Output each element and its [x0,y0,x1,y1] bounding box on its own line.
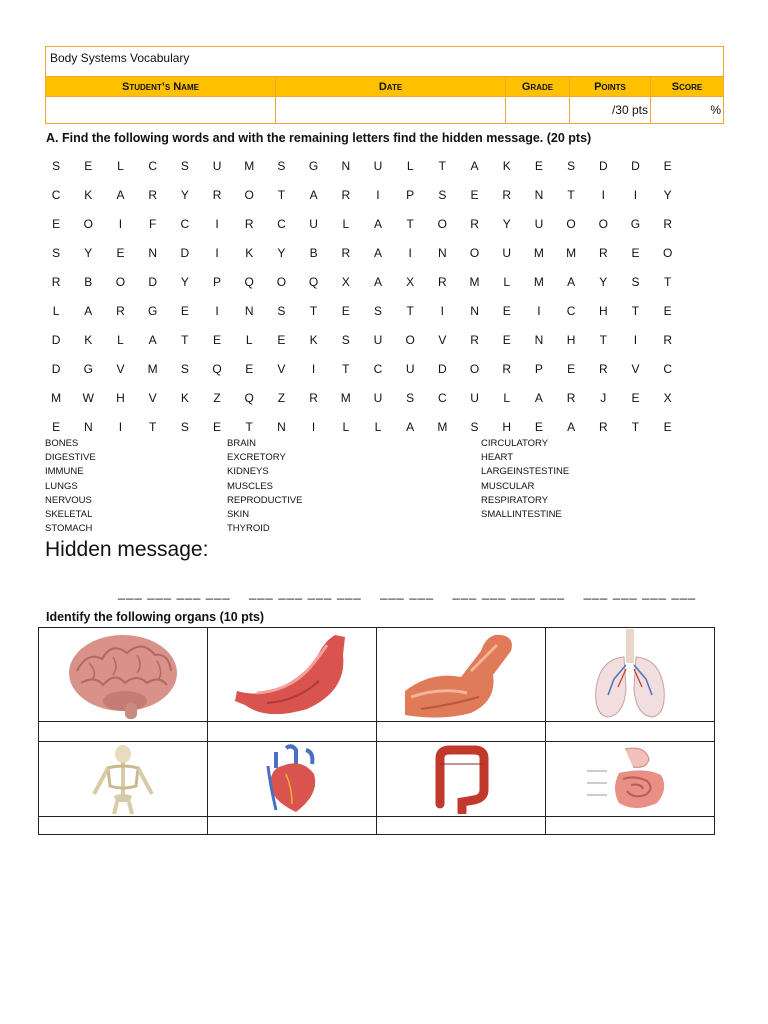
word-bank-item: MUSCLES [227,480,273,492]
muscle-icon [401,631,521,719]
student-name-field[interactable] [46,97,276,123]
grid-row [40,325,684,354]
grid-letter[interactable]: Q [244,390,254,405]
grid-letter[interactable]: K [502,158,511,173]
grid-letter[interactable]: A [406,419,415,434]
word-bank-item: CIRCULATORY [481,438,549,449]
answer-cell-3[interactable] [377,722,546,741]
grid-letter[interactable]: U [373,332,383,347]
grid-letter[interactable]: T [406,303,414,318]
grid-letter[interactable]: T [631,303,640,318]
grid-letter[interactable]: E [277,332,286,347]
grid-letter[interactable]: A [84,303,93,318]
grid-letter[interactable]: S [180,361,189,376]
grid-row [40,296,684,325]
grid-letter[interactable]: E [180,303,189,318]
grid-letter[interactable]: D [598,158,608,173]
grid-letter[interactable]: R [502,187,512,202]
organ-cell-muscle [377,628,546,721]
points-label: Points [570,77,651,96]
grid-letter[interactable]: D [148,274,157,289]
grid-letter[interactable]: C [148,158,157,173]
grid-letter[interactable]: U [470,390,479,405]
grid-letter[interactable]: T [148,419,157,434]
grid-letter[interactable]: L [117,158,124,173]
grid-row [40,238,684,267]
word-bank-item: THYROID [227,523,270,535]
points-field[interactable]: /30 pts [570,97,651,123]
grid-letter[interactable]: L [342,216,350,231]
grid-letter[interactable]: Q [308,274,319,289]
grid-letter[interactable]: O [469,361,480,376]
organ-cell-stomach [208,628,377,721]
grid-letter[interactable]: P [406,187,415,202]
grid-letter[interactable]: U [534,216,544,231]
grid-letter[interactable]: E [663,158,672,173]
answer-cell-8[interactable] [546,817,714,834]
grid-letter[interactable]: T [599,332,607,347]
grid-letter[interactable]: I [537,303,541,318]
grid-row [40,412,684,441]
grid-letter[interactable]: T [438,158,447,173]
grid-row [40,267,684,296]
grid-letter[interactable]: L [117,332,124,347]
grid-letter[interactable]: O [115,274,126,289]
word-bank-item: SKIN [227,509,250,521]
word-bank-item: EXCRETORY [227,452,286,464]
organ-cell-small-intestine [546,742,714,816]
grid-letter[interactable]: G [308,158,319,173]
grid-letter[interactable]: U [373,390,383,405]
grid-letter[interactable]: E [663,419,672,434]
grid-letter[interactable]: J [600,390,607,405]
grid-letter[interactable]: M [244,158,255,173]
grid-letter[interactable]: N [277,419,286,434]
grid-letter[interactable]: E [84,158,93,173]
grid-letter[interactable]: A [373,245,382,260]
grid-letter[interactable]: U [405,361,415,376]
grid-letter[interactable]: O [244,187,254,202]
grid-letter[interactable]: Q [244,274,254,289]
grid-letter[interactable]: O [83,216,93,231]
answer-cell-5[interactable] [39,817,208,834]
word-bank-item: STOMACH [45,523,93,535]
grid-letter[interactable]: R [663,216,672,231]
grid-letter[interactable]: O [405,332,415,347]
date-label: Date [276,77,506,96]
grid-letter[interactable]: N [341,158,351,173]
grid-letter[interactable]: R [566,390,576,405]
grid-letter[interactable]: O [437,216,448,231]
grid-letter[interactable]: R [309,390,318,405]
grid-letter[interactable]: A [148,332,157,347]
score-label: Score [671,80,703,93]
word-bank-item: SMALLINTESTINE [481,509,562,521]
grid-letter[interactable]: F [148,216,157,231]
lungs-icon [590,629,670,721]
grid-letter[interactable]: M [147,361,158,376]
grid-letter[interactable]: E [631,390,640,405]
grid-letter[interactable]: H [116,390,125,405]
grid-letter[interactable]: A [534,390,543,405]
grid-letter[interactable]: S [52,158,61,173]
grid-letter[interactable]: E [116,245,125,260]
grid-letter[interactable]: T [277,187,286,202]
grid-letter[interactable]: Z [213,390,221,405]
grid-letter[interactable]: R [148,187,157,202]
large-intestine-icon [426,744,496,814]
grid-letter[interactable]: P [534,361,543,376]
word-search-instruction: A. Find the following words and with the remaining letters find the hidden message. (20 pts) [46,131,592,145]
grid-letter[interactable]: I [633,187,638,202]
grid-letter[interactable]: O [662,245,673,260]
grid-letter[interactable]: R [470,216,479,231]
word-bank-item: LUNGS [45,480,78,492]
word-search-grid [40,151,684,441]
grid-letter[interactable]: M [340,390,351,405]
grid-letter[interactable]: A [373,216,382,231]
grid-letter[interactable]: O [276,274,287,289]
grid-letter[interactable]: B [309,245,318,260]
grid-letter[interactable]: E [567,361,576,376]
grid-letter[interactable]: K [84,187,93,202]
grid-letter[interactable]: X [406,274,415,289]
grid-letter[interactable]: M [437,419,448,434]
grid-letter[interactable]: D [51,361,61,376]
word-bank-item: REPRODUCTIVE [227,494,303,506]
grid-letter[interactable]: L [52,303,60,318]
grid-letter[interactable]: N [83,419,93,434]
grid-letter[interactable]: R [51,274,61,289]
grid-letter[interactable]: K [245,245,254,260]
grid-letter[interactable]: M [566,245,577,260]
grid-letter[interactable]: P [213,274,222,289]
grid-letter[interactable]: E [213,332,222,347]
grid-letter[interactable]: Y [599,274,608,289]
grid-letter[interactable]: D [51,332,61,347]
grid-letter[interactable]: T [309,303,318,318]
grid-letter[interactable]: V [116,361,125,376]
grid-letter[interactable]: M [533,245,544,260]
grid-letter[interactable]: I [215,303,219,318]
grid-letter[interactable]: I [633,332,638,347]
grid-row [40,383,684,412]
word-bank-column-2 [227,437,302,536]
grid-letter[interactable]: X [663,390,672,405]
word-bank-item: DIGESTIVE [45,452,96,464]
grid-row [40,151,684,180]
grid-letter[interactable]: R [116,303,125,318]
grid-letter[interactable]: H [598,303,608,318]
grid-letter[interactable]: T [181,332,189,347]
grid-letter[interactable]: C [438,390,447,405]
grid-letter[interactable]: N [534,332,544,347]
grid-letter[interactable]: S [277,303,286,318]
organ-cell-lungs [546,628,714,721]
organ-cell-skeleton [39,742,208,816]
grid-row [40,180,684,209]
grid-letter[interactable]: H [566,332,576,347]
grid-letter[interactable]: N [534,187,544,202]
grid-letter[interactable]: E [470,187,479,202]
grid-letter[interactable]: C [51,187,61,202]
grid-letter[interactable]: T [631,419,640,434]
grid-letter[interactable]: V [631,361,640,376]
grid-letter[interactable]: Y [663,187,672,202]
grid-letter[interactable]: N [470,303,479,318]
grid-letter[interactable]: A [309,187,318,202]
grid-letter[interactable]: T [342,361,350,376]
grid-letter[interactable]: S [52,245,61,260]
grid-letter[interactable]: V [277,361,286,376]
answer-cell-4[interactable] [546,722,714,741]
grid-letter[interactable]: E [52,419,61,434]
grid-letter[interactable]: T [663,274,672,289]
header-labels-row [46,77,723,97]
grid-letter[interactable]: A [116,187,125,202]
grid-letter[interactable]: I [311,361,316,376]
grid-letter[interactable]: O [598,216,608,231]
grid-letter[interactable]: C [566,303,576,318]
grid-letter[interactable]: L [342,419,350,434]
grid-letter[interactable]: O [469,245,480,260]
grid-letter[interactable]: K [84,332,93,347]
grid-letter[interactable]: C [277,216,286,231]
grid-letter[interactable]: B [84,274,93,289]
grid-letter[interactable]: Q [212,361,222,376]
grid-letter[interactable]: U [309,216,318,231]
skeleton-icon [88,744,158,814]
grid-letter[interactable]: I [601,187,605,202]
grade-field[interactable] [506,97,570,123]
grid-letter[interactable]: H [502,419,512,434]
grid-letter[interactable]: D [180,245,190,260]
grid-letter[interactable]: C [663,361,672,376]
word-bank-item: BONES [45,438,79,449]
answer-cell-1[interactable] [39,722,208,741]
grid-letter[interactable]: S [567,158,576,173]
grid-letter[interactable]: K [309,332,318,347]
grid-letter[interactable]: L [406,158,414,173]
grid-letter[interactable]: A [567,419,576,434]
grid-letter[interactable]: N [244,303,254,318]
grid-letter[interactable]: M [469,274,480,289]
worksheet-title: Body Systems Vocabulary [46,47,723,77]
grid-letter[interactable]: R [663,332,672,347]
grid-letter[interactable]: V [148,390,157,405]
word-bank-item: RESPIRATORY [481,494,549,506]
word-bank-item: MUSCULAR [481,480,535,492]
grid-letter[interactable]: S [180,158,189,173]
grid-letter[interactable]: I [215,216,219,231]
grid-letter[interactable]: I [118,216,123,231]
grid-letter[interactable]: G [630,216,641,231]
grid-letter[interactable]: R [341,245,351,260]
grid-letter[interactable]: U [502,245,512,260]
stomach-icon [227,631,357,719]
grid-letter[interactable]: A [470,158,479,173]
word-bank-item: NERVOUS [45,494,92,506]
grid-letter[interactable]: Y [277,245,286,260]
word-bank-item: IMMUNE [45,466,84,478]
grid-letter[interactable]: R [598,245,608,260]
grid-letter[interactable]: E [213,419,222,434]
grid-letter[interactable]: O [566,216,576,231]
organ-table [38,627,715,835]
grid-letter[interactable]: M [51,390,62,405]
grid-letter[interactable]: L [245,332,253,347]
grid-letter[interactable]: S [341,332,350,347]
grid-letter[interactable]: R [212,187,222,202]
hidden-message-blanks[interactable]: ___ ___ ___ ___ ___ ___ ___ ___ ___ ___ ___ ___ ___ ___ ___ ___ ___ ___ [118,585,697,600]
grid-letter[interactable]: M [533,274,544,289]
grid-letter[interactable]: I [311,419,316,434]
date-field[interactable] [276,97,506,123]
grid-letter[interactable]: R [598,361,608,376]
word-bank-item: SKELETAL [45,509,93,521]
grid-letter[interactable]: C [373,361,383,376]
grid-letter[interactable]: I [408,245,412,260]
grid-letter[interactable]: W [82,390,94,405]
brain-icon [67,631,179,719]
word-bank-item: BRAIN [227,438,257,449]
grid-letter[interactable]: S [438,187,447,202]
grid-letter[interactable]: T [406,216,414,231]
grid-letter[interactable]: D [438,361,447,376]
grid-letter[interactable]: I [118,419,123,434]
grid-letter[interactable]: D [631,158,640,173]
answer-cell-7[interactable] [377,817,546,834]
grid-letter[interactable]: V [438,332,447,347]
identify-organs-instruction: Identify the following organs (10 pts) [46,610,265,624]
grid-letter[interactable]: Y [180,274,189,289]
grid-letter[interactable]: Y [180,187,189,202]
organ-cell-heart [208,742,377,816]
grid-letter[interactable]: G [83,361,93,376]
grid-letter[interactable]: S [470,419,479,434]
header-table [45,46,724,124]
heart-icon [262,744,322,814]
grid-letter[interactable]: S [406,390,415,405]
grid-letter[interactable]: G [147,303,158,318]
score-field[interactable]: % [710,103,721,117]
grid-letter[interactable]: E [245,361,254,376]
organ-cell-large-intestine [377,742,546,816]
grid-row [40,209,684,238]
word-bank-item: LARGEINSTESTINE [481,466,570,478]
grid-letter[interactable]: L [503,390,511,405]
grid-letter[interactable]: E [534,158,543,173]
grid-letter[interactable]: E [663,303,672,318]
grid-letter[interactable]: L [374,419,382,434]
grid-letter[interactable]: S [277,158,286,173]
grid-letter[interactable]: T [567,187,575,202]
word-bank-column-1 [45,437,96,536]
grid-letter[interactable]: I [376,187,380,202]
grid-letter[interactable]: S [373,303,382,318]
grade-label: Grade [506,77,570,96]
grid-letter[interactable]: U [373,158,383,173]
grid-letter[interactable]: E [631,245,640,260]
student-name-label: Student’s Name [46,77,276,96]
grid-letter[interactable]: I [215,245,219,260]
grid-letter[interactable]: R [341,187,351,202]
grid-letter[interactable]: R [502,361,512,376]
grid-letter[interactable]: R [470,332,479,347]
grid-letter[interactable]: R [244,216,254,231]
word-bank-column-3 [481,437,569,522]
grid-letter[interactable]: K [180,390,189,405]
grid-letter[interactable]: A [373,274,382,289]
grid-letter[interactable]: E [341,303,350,318]
grid-letter[interactable]: L [503,274,511,289]
grid-letter[interactable]: X [341,274,350,289]
word-bank-item: HEART [481,452,514,464]
grid-letter[interactable]: Z [277,390,286,405]
grid-letter[interactable]: E [52,216,61,231]
grid-letter[interactable]: R [438,274,447,289]
grid-letter[interactable]: E [502,332,511,347]
header-values-row [46,97,723,123]
grid-letter[interactable]: U [212,158,222,173]
answer-cell-6[interactable] [208,817,377,834]
grid-letter[interactable]: E [502,303,511,318]
grid-row [40,354,684,383]
grid-letter[interactable]: S [631,274,640,289]
grid-letter[interactable]: C [180,216,190,231]
grid-letter[interactable]: R [598,419,608,434]
grid-letter[interactable]: I [440,303,445,318]
grid-letter[interactable]: E [534,419,543,434]
grid-letter[interactable]: N [438,245,447,260]
answer-cell-2[interactable] [208,722,377,741]
grid-letter[interactable]: S [180,419,189,434]
hidden-message-label: Hidden message: [45,538,209,561]
grid-letter[interactable]: N [148,245,157,260]
grid-letter[interactable]: A [567,274,576,289]
small-intestine-icon [585,745,675,813]
word-bank-item: KIDNEYS [227,466,269,478]
grid-letter[interactable]: Y [84,245,93,260]
grid-letter[interactable]: Y [502,216,511,231]
organ-cell-brain [39,628,208,721]
grid-letter[interactable]: T [245,419,253,434]
